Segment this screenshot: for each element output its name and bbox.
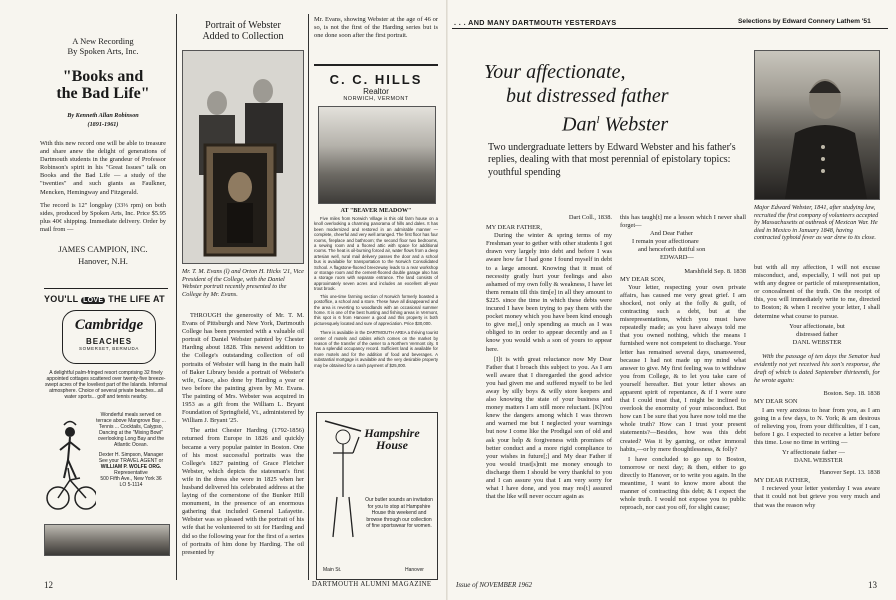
reply1-place: Marshfield Sep. 8. 1838 [684,267,746,275]
letter1-signature: EDWARD— [660,254,694,262]
letter1-body: During the winter & spring terms of my Freshman year to gether with other students I got drawn very largely into debt and before I was aware how far I had gone I found myself in debt to a large amount. Knowing that it must of necessity gratly hurt your feelings and also ashamed of my own folly & weakness, I have let them remain till this tim[e] in all they amount to $225. since the time in which these debts were incured I have been trying to pay them with the pocket money which you have been kind enough to give me[,] only spending as much as I was obliged to in order to appear decently and as I know you would wish a son of yours to appear here. [486,232,612,353]
resort-copy: A delightful palm-fringed resort comprising 32 finely appointed cottages scattered over twenty-five breeze-swept acres of the loveliest part of the Islands. Informal atmosphere. Choice of several private beaches...all water sports... golf and tennis nearby. [44,370,167,400]
letter2-salutation: MY DEAR FATHER, [754,477,810,485]
letter1-body2: [I]t is with great reluctance now My Dear Father that I broach this subject to you. As I am well aware that I disregarded the good advice you had given me and suffered myself to be led away by silly boys & willy store keepers and also knowing the state of your business and money matters I am still more reluctant. [K]You knew the dangers among which I was thrown and warned me but I neglected your warnings but now I come like the Prodigal son of old and ask your help & forgiveness with promises of better conduct and a more rigid compliance to your wishes in future[;] and My dear Father if you would trust[s]mit me money enough to discharge them I should be very thankful to you and I can assure you that I am very sorry for what I have done, and you may res[t] assured that the like will never occurr again as [486,355,612,501]
love-heart-badge: LOVE [83,297,104,304]
letter1-place: Dart Coll., 1838. [568,214,612,221]
right-page-number: 13 [868,580,877,590]
hills-column [314,16,438,573]
reply2-salutation: MY DEAR SON [754,398,798,406]
beach-photo [44,524,170,556]
farmhouse-photo [318,106,436,204]
letter2-place: Hanover Sept. 13. 1838 [819,469,880,477]
ad-headline: YOU'LL LOVE THE LIFE AT [44,294,165,304]
cyclist-illustration [46,410,96,520]
letter-column-1 [486,214,612,503]
letter2-body: I recieved your letter yesterday I was aware that it could not but grieve you very much and that was the reason why [754,485,880,509]
photo-caption: Mr. T. M. Evans (l) and Orton H. Hicks '21, Vice President of the College, with the Daniel Webster portrait recently presented to the College by Mr. Evans. [182,268,304,298]
hampshire-logo: Hampshire House [364,426,420,452]
article-body: THROUGH the generosity of Mr. T. M. Evans of Pittsburgh and New York, Dartmouth College has been presented with a valuable oil portrait of Daniel Webster painted by Chester Harding about 1828. This newest addition to the College's outstanding collection of oil portraits of Webster will hang in the main hall of Baker Library beside a portrait of Webster's wife, Grace, also done by Harding a year or two before the painting given by Mr. Evans. The painting of Mrs. Webster was acquired in 1953 as a gift from the William L. Bryant Foundation of Springfield, Vt., administered by William J. Bryant '25. The artist Chester Harding (1792-1856) returned from Europe in 1826 and quickly became a very popular painter in Boston. One of his most successful portraits was the College's 1827 painting of Grace Fletcher Webster, which depicts the statesman's first wife in the dress she wore in 1825 when her husband delivered his celebrated address at the laying of the cornerstone of the Bunker Hill monument, in the presence of an enormous gathering that included General Lafayette. Webster was so pleased with the portrait of his wife that he volunteered to sit for Harding and did so the following year for the first of a series of portraits of him done by Harding. The oil presented by [182,312,304,556]
feature-intro: Two undergraduate letters by Edward Webster and his father's replies, dealing with that most perennial of epistolary topics: youthful spending [488,142,736,178]
location-label: SOMERSET, BERMUDA [79,346,139,351]
record-order-info: The record is 12" longplay (33⅓ rpm) on both sides, produced by Spoken Arts, Inc. Price $5.95 plus 40¢ shipping. Immediate delivery. Order by mail from — [40,201,166,233]
reply1-body: Your letter, respecting your own private affairs, has caused me very great grief. I am shocked, not only at the folly & guilt, of contracting such a debt, but at the misrepresentations, which you must have repeatedly made; as you have always told me that you owned nothing, which the means I furnished were not competent to discharge. Your letter has remained several days, unanswered, because I had not made up my mind what answer to give. My first feeling was to withdraw you from College, & to let you take care of yourself hereafter. But your letter shows an apparent spirit of repentance, & if I were sure that I could trust that, I might be inclined to overlook the enormity of your misconduct. But how can I be sure that you have now told me the whole truth? How can I trust your present statements?—Besides, how was this debt created? Was it by gaming, or other immoral habits,—or by mere thoughtlessness, & folly? [620,283,746,453]
issue-date: Issue of NOVEMBER 1962 [456,581,533,589]
byline: By Kenneth Allan Robinson [67,112,139,119]
feature-title: Your affectionate, but distressed father Dan$^l$ Webster [484,61,669,136]
resort-contact: Dexter H. Simpson, Manager See your TRAVEL AGENT or WILLIAM P. WOLFE ORG. Representative 500 Fifth Ave., New York 36 LO 5-1114 [98,452,164,488]
realtor-role: Realtor [363,87,389,96]
record-title: "Books and the Bad Life" [56,68,150,102]
article-title: Portrait of Webster Added to Collection [202,20,284,42]
hampshire-house-ad [316,412,438,580]
section-header: . . . AND MANY DARTMOUTH YESTERDAYS [454,18,617,27]
magazine-name: DARTMOUTH ALUMNI MAGAZINE [312,581,432,588]
reply2-body: I am very anxious to hear from you, as I am going in a few days, to N. York; & am desirous of relieving you, from your difficulties, if I can, before I go. I expected to receive a letter before this time. Lose no time in writing — [754,406,880,446]
reply1-body2: I have concluded to go up to Boston, tomorrow or next day; & then, either to go directly to Hanover, or to write you again. In the meantime, I want to know more about the manner of contracting this debt; & I expect the whole truth. I would not expose you to public reproach, nor cast you off, for slight cause; [620,455,746,512]
hills-realtor-ad [314,68,438,368]
record-description: With this new record one will be able to treasure and share anew the delight of generations of Dartmouth students in the grandeur of Professor Robinson's spirit in his "Great Issues" talk on Books and the Bad Life — a study of the "twenties" and such giants as Faulkner, Mencken, Hemingway and Fitzgerald. [40,140,166,196]
photo-figures [183,51,303,263]
hampshire-address-left: Main St. [323,567,342,573]
cambridge-logo-frame [62,310,156,364]
webster-portrait-article [182,20,304,556]
realtor-name: C. C. HILLS [329,72,423,87]
beaches-label: BEACHES [85,337,133,346]
reply2-place: Boston. Sep. 18. 1838 [823,390,880,398]
letter-column-3: but with all my affection, I will not excuse misconduct, and, especially, I will not put up with any degree or particle of misrepresentation, or concealment of the truth. On the receipt of this, you will immediately write to me, directed to Boston; & when I receive your letter, I shall determine what course to pursue. Your affectionate, but distressed father DANL WEBSTER With the passage of ten days the Senator had evidently not yet received his son's response, the draft of which is dated September thirteenth, for he wrote again: Boston. Sep. 18. 1838 MY DEAR SON I am very anxious to hear from you, as I am going in a few days, to N. York; & am desirous of relieving you, from your difficulties, if I can, before I go. I expected to receive a letter before this time. Lose no time in writing — Yr affectionate father — DANL WEBSTER Hanover Sept. 13. 1838 MY DEAR FATHER, I recieved your letter yesterday I was aware that it could not but grieve you very much and that was the reason why [754,264,880,509]
editor-note: With the passage of ten days the Senator had evidently not yet received his son's response, the draft of which is dated September thirteenth, for he wrote again: [754,352,880,385]
letter-column-2: this has taugh[t] me a lesson which I never shall forget— And Dear Father I remain your affectionare and henceforth dutiful son EDWARD— Marshfield Sep. 8. 1838 MY DEAR SON, Your letter, respecting your own private affairs, has caused me very great grief. I am shocked, not only at the folly & guilt, of contracting such a debt, but at the misrepresentations, which you must have repeatedly made; as you have always told me that you owned nothing, which the means I furnished were not competent to discharge. Your letter has remained several days, unanswered, because I had not made up my mind what answer to give. My first feeling was to withdraw you from College, & to let you take care of yourself hereafter. But your letter shows an apparent spirit of repentance, & if I were sure that I could trust that, I might be inclined to overlook the enormity of your misconduct. But how can I be sure that you have now told me the whole truth? How can I trust your present statements?—Besides, how was this debt created? Was it by gaming, or other immoral habits,—or by mere thoughtlessness, & folly? I have concluded to go up to Boston, tomorrow or next day; & then, either to go directly to Hanover, or to write you again. In the meantime, I want to know more about the manner of contracting this debt; & I expect the whole truth. I would not expose you to public reproach, nor cast you off, for slight cause; [620,214,746,512]
reply2-signature: DANL WEBSTER [794,457,843,465]
cambridge-beaches-ad [44,288,168,558]
letter1-salutation: MY DEAR FATHER, [486,224,542,232]
left-page-number: 12 [44,580,53,590]
article-continuation: Mr. Evans, showing Webster at the age of 46 or so, is not the first of the Harding series but is one done soon after the first portrait. [314,16,438,40]
edward-webster-portrait [754,50,880,200]
property-copy: Five miles from Norwich Village is this old farm house on a knoll overlooking a charming panorama of hills and dales. It has been modernized and restored in an admirable manner — complete, cheerful and very well arranged. The first floor has four rooms, fireplace and bathroom; the second floor two bedrooms, a sewing room and a floored attic with space for additional rooms. The heat is oil-burning forced air, water flows from a deep artesian well, rural mail delivery passes the door and a school bus is available for transportation to the Norwich Consolidated School. A flagstone-floored breezeway leads to a rear workshop or storage room and the cement-floored double garage also has a storage room with separate entrance. The land consists of approximately seven acres and includes an excellent all-year trout brook. This one-time farming section of Norwich formerly boasted a postoffice, a school and a store. These have all disappeared and the area is reverting to woodlands with an occasional summer home. It is one of the best hunting and fishing areas in Vermont, this spot is 6 from Hanover a good and this property is both picturesquely located and sure of appreciation. Price $30,000. There is available in the DARTMOUTH AREA a thriving tourist center of motels and cabins which comes on the market by reason of the transfer of the owner to a Northern Vermont city. It has a splendid occupancy record. Sufficient land is available for more motels and for the addition of food and beverages. A substantial mortgage is available and the very desirable property may be obtained for a cash payment of $25,000. [314,216,438,368]
reply1-salutation: MY DEAR SON, [620,275,666,283]
portrait-figure [755,51,879,199]
presentation-photo [182,50,304,264]
resort-copy-2: Wonderful meals served on terrace above Mangrove Bay ... Tennis ... Cocktails, Calypso, Dancing at the "Mixing Bowl" overlooking Long Bay and the Atlantic Ocean. [96,412,166,448]
kicker: A New Recording By Spoken Arts, Inc. [67,36,139,56]
realtor-location: NORWICH, VERMONT [343,96,409,102]
seller-name: JAMES CAMPION, INC. [58,244,148,255]
selections-credit: Selections by Edward Connery Lathem '51 [738,18,871,25]
col3-body: but with all my affection, I will not excuse misconduct, and, especially, I will not put up with any degree or particle of misrepresentation, or concealment of the truth. On the receipt of this, you will immediately write to me, directed to Boston; & when I receive your letter, I shall determine what course to pursue. [754,264,880,320]
col3-signature: DANL WEBSTER [792,338,842,346]
hampshire-address-right: Hanover [405,567,424,573]
seller-city: Hanover, N.H. [78,256,128,267]
right-page [448,0,896,600]
cambridge-logo: Cambridge [74,317,144,333]
hampshire-copy: Our butler sounds an invitation for you to stop at Hampshire House this weekend and browse through our collection of fine sportswear for women. [365,497,433,530]
portrait-caption: Major Edward Webster, 1841, after studying law, recruited the first company of volunteers accepted by Massachusetts at outbreak of Mexican War. He died in Mexico in January 1848, having contracted typhoid fever as war drew to its close. [754,204,879,242]
property-headline: AT "BEAVER MEADOW" [340,208,412,214]
spoken-arts-ad [40,36,166,266]
dates: (1891-1961) [87,121,119,128]
letter1-cont: this has taugh[t] me a lesson which I never shall forget— [620,214,746,230]
